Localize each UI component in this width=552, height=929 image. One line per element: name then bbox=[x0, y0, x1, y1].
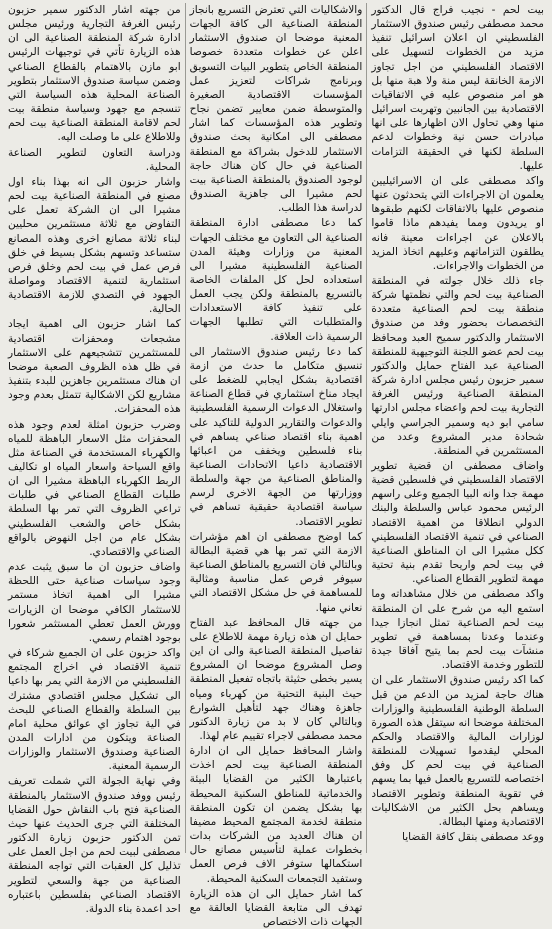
article-paragraph: كما اشار حمايل الى ان هذه الزيارة تهدف الى متابعة القضايا العالقة مع الجهات ذات الاختصاص bbox=[189, 887, 363, 928]
article-paragraph: واشار حزبون الى انه بهذا بناء اول مصنع في المنطقة الصناعية بيت لحم مشيرا الى ان الشركة تعمل على التفاوض مع ثلاثة مستثمرين محليين لبناء ثلاثة مصانع اخرى وهذه المصانع ستساعد وتسهم بشكل بسيط في خلق فرص عمل في بيت لحم وخلق فرص استثمارية لتنمية الاقتصاد ومواصلة الجهود في التصدي للازمة الاقتصادية الحالية. bbox=[7, 175, 181, 316]
article-paragraph: ودراسة التعاون لتطوير الصناعة المحلية. bbox=[7, 146, 181, 173]
article-paragraph: من جهته اشار الدكتور سمير حزبون رئيس الغرفة التجارية ورئيس مجلس ادارة شركة المنطقة الصناعية الى ان هذه الزيارة تأتي في توجيهات الرئيس ابو مازن بالاهتمام بالقطاع الصناعي وضمن سياسة صندوق الاستثمار بتطوير الصناعة المحلية هذه السياسة التي تنسجم مع جهود وسياسة منطقة بيت لحم لاقامة المنطقة الصناعية بيت لحم وللاطلاع على ما وصلت اليه. bbox=[7, 4, 181, 144]
article-paragraph: والاشكاليات التي تعترض التسريع بانجاز المنطقة الصناعية الى كافة الجهات المعنية موضحا ان صندوق الاستثمار اعلن عن خطوات متعددة خصوصا المنطقة الخاص بتطوير البيات التسويق وبرنامج شراكات لتعزيز عمل المؤسسات الاقتصادية الصغيرة والمتوسطة ضمن معايير تضمن نجاح وتطوير هذه المؤسسات كما اشار مصطفى الى امكانية بحث صندوق الاستثمار للدخول بشراكة مع المنطقة الصناعية في حال كان هناك حاجة لوجود الصندوق بالمنطقة الصناعية بيت لحم مشيرا الى جاهزية الصندوق لدراسة هذا الطلب. bbox=[189, 4, 363, 215]
article-paragraph: واكد حزبون على ان الجميع شركاء في تنمية الاقتصاد في اخراج المجتمع الفلسطيني من الازمة التي يمر بها داعيا الى تشكيل مجلس اقتصادي مشترك بين السلطة والقطاع الصناعي للبحث في الية تجاوز اي عوائق محلية امام الصناعة ويتكون من ادارات المدن الصناعية وصندوق الاستثمار والوزارات الرسمية المعنية. bbox=[7, 647, 181, 773]
article-paragraph: وضرب حزبون امثلة لعدم وجود هذه المحفزات مثل الاسعار الباهظة للمياه والكهرباء المستخدمة في الصناعة مثل واقع السياحة واسعار المياه او تكاليف الربط الكهرباء الباهظة مشيرا الى ان طلبات القطاع الصناعي في طلبات تراعي الظروف التي تمر بها السلطة بشكل خاص والشعب الفلسطيني بشكل عام من اجل النهوض بالواقع الصناعي والاقتصادي. bbox=[7, 418, 181, 558]
article-paragraph: واضاف مصطفى ان قضية تطوير الاقتصاد الفلسطيني في فلسطين قضية مهمة جدا وانه البيا الجميع وعلى راسهم الرئيس محمود عباس والسلطة والبنك الدولي انطلاقا من اهمية الاقتصاد الصناعي في تنمية الاقتصاد الفلسطيني ككل مشيرا الى ان المناطق الصناعية في بيت لحم واريحا تقدم بنية تحتية مهمة لتطوير القطاع الصناعي. bbox=[371, 460, 544, 586]
article-column-left bbox=[4, 3, 186, 915]
article-paragraph: بيت لحم - نجيب فراج قال الدكتور محمد مصطفى رئيس صندوق الاستثمار الفلسطيني ان اعلان اسرائيل تنفيذ مزيد من الخطوات لتسهيل على الاقتصاد الفلسطيني من اجل تجاوز الازمة الخانقة ليس منة ولا هبة منها بل هو امر منصوص عليه في الاتفاقيات الاقتصادية بين الجانبين وتهربت اسرائيل منها وهي تحاول الان اظهارها على انها مبادرات حسن نية وخطوات لدعم السلطة لكنها في الحقيقة التزامات عليها. bbox=[371, 4, 544, 172]
article-column-right bbox=[367, 3, 548, 853]
article-paragraph: واكد مصطفى من خلال مشاهداته وما استمع اليه من شرح على ان المنطقة بيت لحم الصناعية تمثل انجازا جيدا وعندما وعدنا بمساهمة في تطوير منشآت بيت لحم بما يتيح آفاقا جيدة للتطور وخدمة الاقتصاد. bbox=[371, 588, 544, 672]
article-paragraph: كما دعا مصطفى ادارة المنطقة الصناعية الى التعاون مع مختلف الجهات المعنية من وزارات وهيئة المدن الصناعية الفلسطينية مشيرا الى استعداده لحل كل الملفات الخاصة بالتسريع بالمنطقة ولكن يجب العمل على تنفيذ كافة الاستعدادات والمتطلبات التي تطلبها الجهات الرسمية ذات العلاقة. bbox=[189, 217, 363, 343]
article-paragraph: وفي نهاية الجولة التي شملت تعريف رئيس ووفد صندوق الاستثمار بالمنطقة الصناعية فتح باب النقاش حول القضايا المختلفة التي جرى الحديث عنها حيث تمن الدكتور حزبون زيارة الدكتور مصطفى لبيت لحم من اجل العمل على تذليل كل العقبات التي تواجه المنطقة الصناعية من جهة والسعي لتطوير الاقتصاد الصناعي بفلسطين باعتباره احد اعمدة بناء الدولة. bbox=[7, 775, 181, 915]
article-paragraph: كما دعا رئيس صندوق الاستثمار الى تنسيق متكامل ما حدث من ازمة اقتصادية بشكل ايجابي للضغط على ايجاد مناخ استثماري في قطاع الصناعة واستغلال الدعوات الرسمية الفلسطينية والدعوات والتقارير الدولية للتاكيد على اهمية بناء اقتصاد صناعي يساهم في بناء فلسطين ويخفف من اعبائها الاقتصادية داعيا الاتحادات الصناعية والمناطق الصناعية من جهة والسلطة ووزارتها من الجهة الاخرى لرسم سياسة اقتصادية حقيقية تساهم في تطوير الاقتصاد. bbox=[189, 345, 363, 528]
article-paragraph: جاء ذلك خلال جولته في المنطقة الصناعية بيت لحم والتي نظمتها شركة منطقة بيت لحم الصناعية متعددة التخصصات بحضور وفد من صندوق الاستثمار والدكتور سميح العبد ومحافظ بيت لحم عضو اللجنة التوجيهية للمنطقة الصناعية عبد الفتاح حمايل والدكتور سمير حزبون رئيس مجلس ادارة شركة المنطقة الصناعية ورئيس الغرفة التجارية بيت لحم واعضاء مجلس ادارتها سامي ابو ديه وسمير الجراسي وايلي شحادة مدير المشروع وعدد من المستثمرين في المنطقة. bbox=[371, 274, 544, 457]
article-paragraph: كما اوضح مصطفى ان اهم مؤشرات الازمة التي تمر بها هي قضية البطالة وبالتالي فان التسريع بالمناطق الصناعية سيوفر فرص عمل مناسبة ومثالية للمساهمة في حل مشكل الاقتصاد التي نعاني منها. bbox=[189, 530, 363, 614]
article-paragraph: كما اشار حزبون الى اهمية ايجاد مشجعات ومحفزات اقتصادية للمستثمرين تتشجيعهم على الاستثمار في ظل هذه الظروف الصعبة موضحا ان هناك مستثمرين جاهزين للبدء بتنفيذ مشاريع لكن الاشكالية تتمثل بعدم وجود هذه المحفزات. bbox=[7, 318, 181, 416]
article-paragraph: ووعد مصطفى بنقل كافة القضايا bbox=[402, 831, 544, 844]
article-column-middle bbox=[186, 3, 368, 928]
article-paragraph: كما اكد رئيس صندوق الاستثمار على ان هناك حاجة لمزيد من الدعم من قبل السلطة الوطنية الفلسطينية والوزارات المختلفة موضحا انه سيتقل هذه الصورة لوزارات المالية والاقتصاد والحكم المحلي ليقدموا تسهيلات للمنطقة الصناعية في بيت لحم كل وفق اختصاصه للتسريع بالعمل فيها بما يسهم في تقوية المنطقة وتطوير الاقتصاد ويساهم بحل الكثير من الاشكاليات الاقتصادية ومنها البطالة. bbox=[371, 674, 544, 828]
article-paragraph: واشار المحافظ حمايل الى ان ادارة المنطقة الصناعية بيت لحم اخذت باعتبارها الكثير من القضايا البيئة والخدماتية للمناطق السكنية المحيطة بها بشكل يضمن ان تكون المنطقة منطقة لخدمة المجتمع المحيط مضيفا ان هناك العديد من الشركات بدات بخطوات عملية لتأسيس مصانع حال استكمالها ستوفر الاف فرص العمل وستفيد التجمعات السكنية المحيطة. bbox=[189, 745, 363, 885]
article-paragraph: واكد مصطفى على ان الاسرائيليين يعلمون ان الاجراءات التي يتحدثون عنها منصوص عليها بالاتفاقات لكنهم طبقوها او يريدون ومما يفيدهم ماذا قاموا بالاعلان عن اجراءات معينة فانه يطلقون التزاماتهم وعليهم اتخاذ المزيد من الخطوات والاجراءات. bbox=[371, 174, 544, 272]
article-paragraph: واضاف حزبون ان ما سبق يثبت عدم وجود سياسات صناعية حتى اللحظة مشيرا الى اهمية اتخاذ مستمر للاستثمار الكافي موضحا ان الزيارات وورش العمل تعطي المستثمر شعورا بوجود اهتمام رسمي. bbox=[7, 561, 181, 644]
article-paragraph: من جهته قال المحافظ عبد الفتاح حمايل ان هذه زيارة مهمة للاطلاع على تفاصيل المنطقة الصناعية والى ان اين وصل المشروع موضحا ان المشروع يسير بخطى حثيثة باتجاه تفعيل المنطقة حيث البنية التحتية من كهرباء ومياه جاهزة وهناك جهد لتأهيل الشوارع وبالتالي كان لا بد من زيارة الدكتور محمد مصطفى لاجراء تقييم عام لهذا. bbox=[189, 616, 363, 742]
